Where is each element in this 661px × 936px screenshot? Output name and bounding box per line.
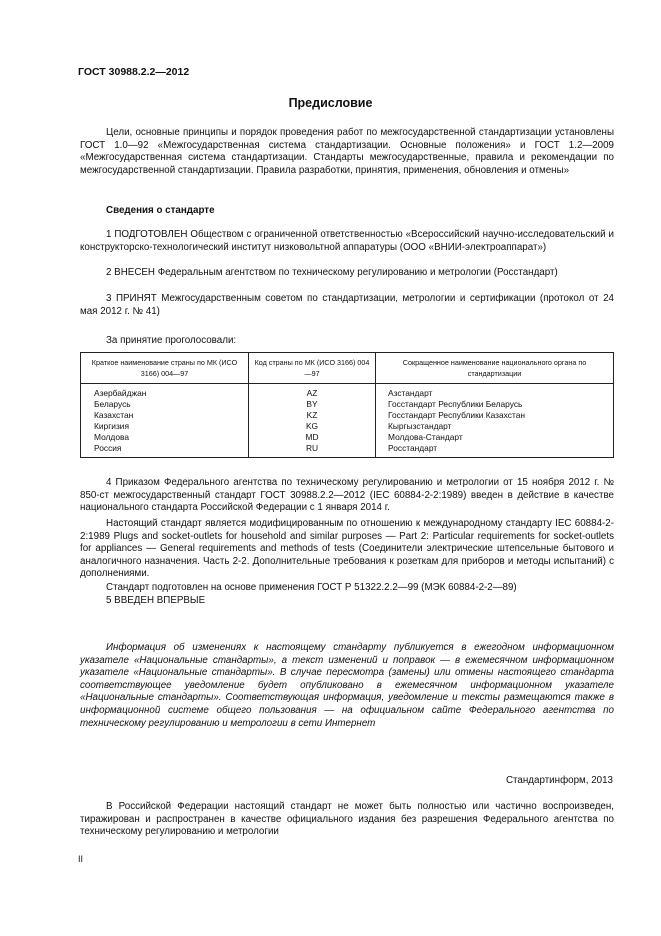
page-title: Предисловие (288, 96, 373, 110)
table-row (81, 384, 614, 458)
code-cell: BY (306, 399, 318, 409)
page-number: II (78, 854, 84, 864)
code-cell: RU (305, 443, 319, 453)
body-cell: Госстандарт Республики Казахстан (388, 410, 525, 420)
item-4: 4 Приказом Федерального агентства по техническому регулированию и метрологии от 15 ноября 2012 г. № 850-ст межгосударственный стандарт ГОСТ 30988.2.2—2012 (IEC 60884-2-2:1989) введен в действие в качестве национального стандарта Российской Федерации с 1 января 2014 г. (80, 477, 614, 514)
body-cell: Азстандарт (388, 388, 433, 398)
body-cell: Росстандарт (388, 443, 438, 453)
country-cell: Казахстан (94, 410, 134, 420)
item-3: 3 ПРИНЯТ Межгосударственным советом по стандартизации, метрологии и сертификации (протокол от 24 мая 2012 г. № 41) (80, 293, 614, 317)
body-cell: Кыргызстандарт (388, 421, 452, 431)
publisher: Стандартинформ, 2013 (505, 775, 613, 786)
copyright-paragraph: В Российской Федерации настоящий стандарт не может быть полностью или частично воспроизведен, тиражирован и распространен в качестве официального издания без разрешения Федерального агентства по техническому регулированию и метрологии (80, 801, 614, 838)
code-cell: KG (305, 421, 319, 431)
table-header-row (81, 353, 614, 384)
voted-label: За принятие проголосовали: (106, 335, 237, 346)
notice-paragraph: Информация об изменениях к настоящему стандарту публикуется в ежегодном информационном указателе «Национальные стандарты», а текст изменений и поправок — в ежемесячном информационном указателе «Национальные стандарты». В случае пересмотра (замены) или отмены настоящего стандарта соответствующее уведомление будет опубликовано в ежемесячном информационном указателе «Национальные стандарты». Соответствующая информация, уведомление и тексты размещаются также в информационной системе общего пользования — на официальном сайте Федерального агентства по техническому регулированию и метрологии в сети Интернет (80, 642, 614, 729)
header-country: Краткое наименование страны по МК (ИСО 3166) 004—97 (81, 353, 249, 384)
country-column (81, 384, 249, 458)
intro-paragraph: Цели, основные принципы и порядок проведения работ по межгосударственной стандартизации установлены ГОСТ 1.0—92 «Межгосударственная система стандартизации. Основные положения» и ГОСТ 1.2—2009 «Межгосударственная система стандартизации. Стандарты межгосударственные, правила и рекомендации по межгосударственной стандартизации. Правила разработки, принятия, применения, обновления и отмены» (80, 127, 614, 176)
info-heading: Сведения о стандарте (106, 205, 215, 216)
document-code: ГОСТ 30988.2.2—2012 (78, 66, 190, 78)
country-cell: Беларусь (94, 399, 131, 409)
header-code: Код страны по МК (ИСО 3166) 004—97 (249, 353, 376, 384)
body-cell: Молдова-Стандарт (388, 432, 463, 442)
country-cell: Киргизия (94, 421, 130, 431)
code-cell: AZ (306, 388, 318, 398)
country-cell: Молдова (94, 432, 129, 442)
item-5: 5 ВВЕДЕН ВПЕРВЫЕ (106, 595, 206, 606)
code-cell: MD (305, 432, 319, 442)
basis-paragraph: Стандарт подготовлен на основе применения ГОСТ Р 51322.2.2—99 (МЭК 60884-2-2—89) (106, 582, 517, 593)
body-cell: Госстандарт Республики Беларусь (388, 399, 523, 409)
modification-paragraph: Настоящий стандарт является модифицированным по отношению к международному стандарту IEC 60884-2-2:1989 Plugs and socket-outlets for household and similar purposes — Part 2: Particular requirements for socket-outlets for appliances — General requirements and methods of tests (Соединители электрические штепсельные бытового и аналогичного назначения. Часть 2-2. Дополнительные требования к розеткам для приборов и методы испытаний) с дополнениями. (80, 518, 614, 580)
code-cell: KZ (306, 410, 318, 420)
item-2: 2 ВНЕСЕН Федеральным агентством по техническому регулированию и метрологии (Росстандарт) (106, 267, 558, 278)
countries-table (80, 352, 614, 458)
header-body: Сокращенное наименование национального органа по стандартизации (376, 353, 614, 384)
country-cell: Азербайджан (94, 388, 147, 398)
item-1: 1 ПОДГОТОВЛЕН Обществом с ограниченной ответственностью «Всероссийский научно-исследовательский и конструкторско-технологический институт низковольтной аппаратуры (ООО «ВНИИ-электроаппарат») (80, 229, 614, 253)
code-column (249, 384, 376, 458)
body-column (376, 384, 614, 458)
country-cell: Россия (94, 443, 122, 453)
